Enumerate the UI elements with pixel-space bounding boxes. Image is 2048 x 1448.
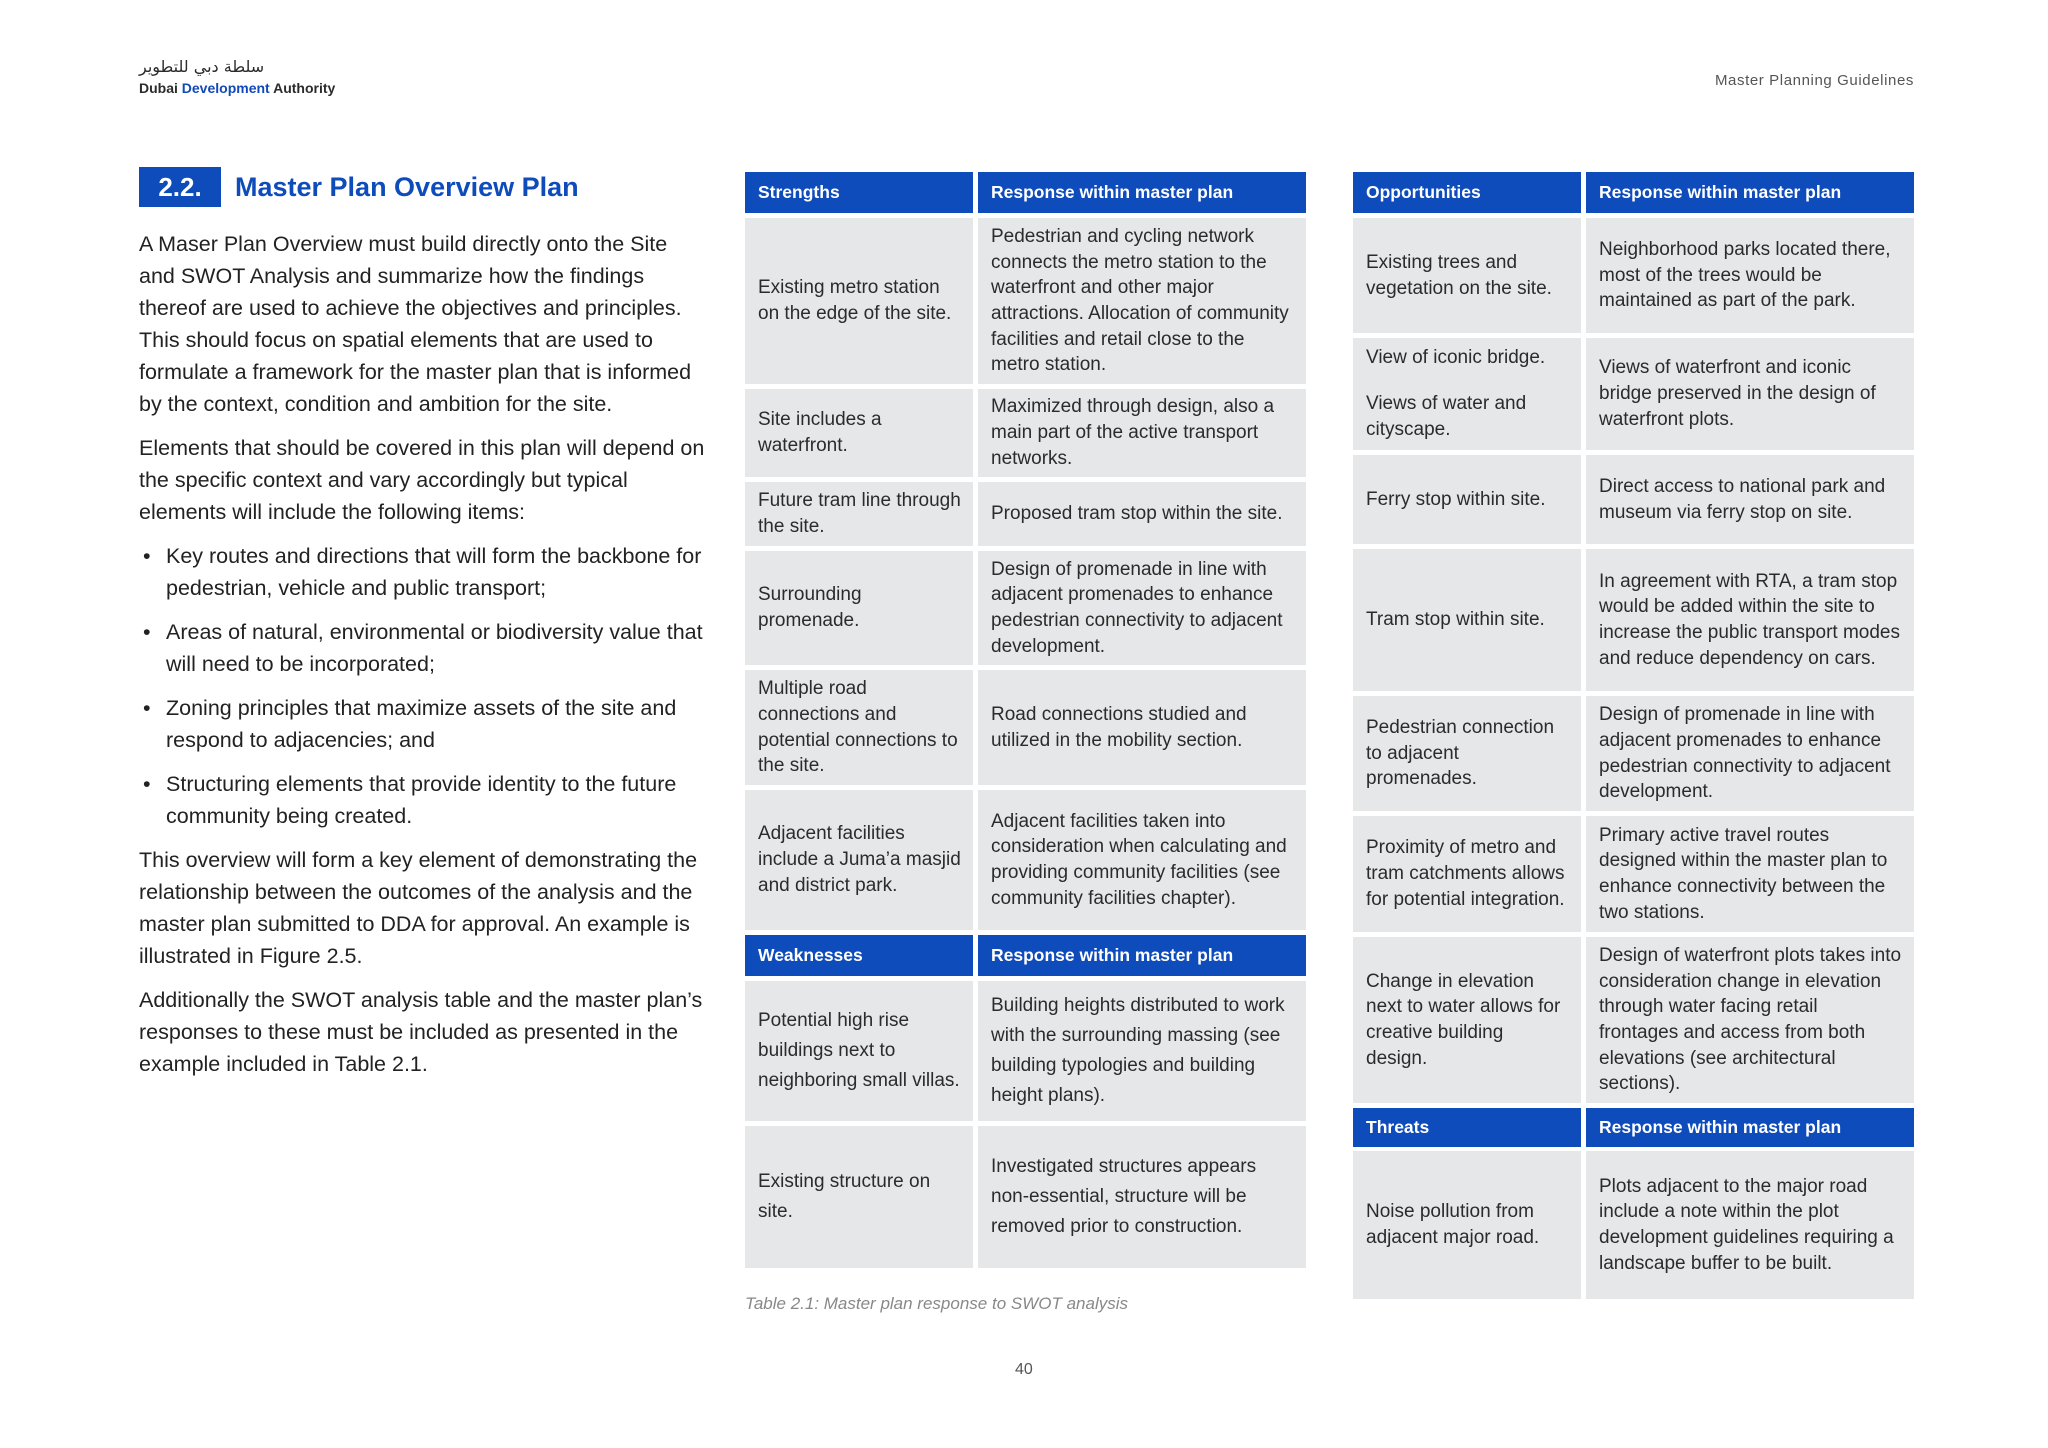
swot-item-cell: Adjacent facilities include a Juma’a masjid and district park.: [745, 790, 973, 930]
table-row: [1353, 338, 1919, 450]
bullet-icon: •: [143, 620, 151, 644]
swot-item-cell: Change in elevation next to water allows for creative building design.: [1353, 937, 1581, 1103]
header-cell: Threats: [1353, 1108, 1581, 1147]
table-row: [1353, 549, 1919, 691]
table-header-weaknesses: [745, 935, 1311, 976]
response-cell: Investigated structures appears non-essential, structure will be removed prior to construction.: [978, 1126, 1306, 1268]
swot-table-left: [745, 172, 1311, 1273]
swot-item-cell: Existing metro station on the edge of the site.: [745, 218, 973, 384]
response-cell: Direct access to national park and museum via ferry stop on site.: [1586, 455, 1914, 544]
response-cell: Adjacent facilities taken into consideration when calculating and providing community facilities (see community facilities chapter).: [978, 790, 1306, 930]
logo-english-text: Dubai Development Authority: [139, 80, 336, 96]
bullet-list: [139, 540, 705, 832]
section-heading: [139, 167, 579, 207]
swot-item-cell: Tram stop within site.: [1353, 549, 1581, 691]
response-cell: Building heights distributed to work with the surrounding massing (see building typologies and building height plans).: [978, 981, 1306, 1121]
header-cell: Response within master plan: [978, 172, 1306, 213]
header-cell: Response within master plan: [1586, 1108, 1914, 1147]
table-row: [1353, 1151, 1919, 1299]
bullet-icon: •: [143, 544, 151, 568]
table-row: [745, 981, 1311, 1121]
table-row: [745, 482, 1311, 546]
paragraph: Additionally the SWOT analysis table and the master plan’s responses to these must be included as presented in the example included in Table 2.1.: [139, 988, 703, 1076]
bullet-icon: •: [143, 772, 151, 796]
header-cell: Opportunities: [1353, 172, 1581, 213]
table-header-threats: [1353, 1108, 1919, 1147]
response-cell: Proposed tram stop within the site.: [978, 482, 1306, 546]
swot-item-cell: Pedestrian connection to adjacent promenades.: [1353, 696, 1581, 811]
table-row: [1353, 696, 1919, 811]
paragraph: Elements that should be covered in this plan will depend on the specific context and vary accordingly but typical elements will include the following items:: [139, 436, 705, 524]
table-row: [745, 670, 1311, 785]
section-title: Master Plan Overview Plan: [235, 171, 579, 202]
swot-item-cell: Site includes a waterfront.: [745, 389, 973, 477]
table-row: [745, 790, 1311, 930]
page-number: 40: [1015, 1361, 1033, 1378]
swot-item-cell: Noise pollution from adjacent major road.: [1353, 1151, 1581, 1299]
response-cell: Pedestrian and cycling network connects the metro station to the waterfront and other major attractions. Allocation of community facilities and retail close to the metro station.: [978, 218, 1306, 384]
table-row: [745, 551, 1311, 665]
table-row: [1353, 816, 1919, 932]
table-row: [1353, 937, 1919, 1103]
table-row: [745, 389, 1311, 477]
table-caption: Table 2.1: Master plan response to SWOT analysis: [745, 1294, 1128, 1313]
table-header-strengths: [745, 172, 1311, 213]
bullet-item: • Key routes and directions that will form the backbone for pedestrian, vehicle and public transport;: [139, 540, 705, 604]
table-row: [745, 218, 1311, 384]
table-row: [1353, 455, 1919, 544]
bullet-item: • Zoning principles that maximize assets of the site and respond to adjacencies; and: [139, 692, 705, 756]
bullet-item: • Structuring elements that provide identity to the future community being created.: [139, 768, 705, 832]
swot-item-cell: Existing structure on site.: [745, 1126, 973, 1268]
table-row: [745, 1126, 1311, 1268]
swot-item-cell: Multiple road connections and potential connections to the site.: [745, 670, 973, 785]
swot-item-cell: Existing trees and vegetation on the site.: [1353, 218, 1581, 333]
paragraph: This overview will form a key element of demonstrating the relationship between the outcomes of the analysis and the master plan submitted to DDA for approval. An example is illustrated in Figure 2.5.: [139, 848, 698, 968]
table-row: [1353, 218, 1919, 333]
dda-logo: [139, 58, 335, 96]
bullet-item: • Areas of natural, environmental or biodiversity value that will need to be incorporated;: [139, 616, 705, 680]
swot-item-cell: Surrounding promenade.: [745, 551, 973, 665]
header-cell: Strengths: [745, 172, 973, 213]
paragraph: A Maser Plan Overview must build directly onto the Site and SWOT Analysis and summarize how the findings thereof are used to achieve the objectives and principles. This should focus on spatial elements that are used to formulate a framework for the master plan that is informed by the context, condition and ambition for the site.: [139, 232, 692, 416]
response-cell: Road connections studied and utilized in the mobility section.: [978, 670, 1306, 785]
logo-arabic-text: سلطة دبي للتطوير: [139, 57, 265, 76]
response-cell: Design of waterfront plots takes into consideration change in elevation through water facing retail frontages and access from both elevations (see architectural sections).: [1586, 937, 1914, 1103]
body-text: [139, 228, 705, 1092]
bullet-icon: •: [143, 696, 151, 720]
header-cell: Response within master plan: [1586, 172, 1914, 213]
header-cell: Response within master plan: [978, 935, 1306, 976]
header-cell: Weaknesses: [745, 935, 973, 976]
response-cell: In agreement with RTA, a tram stop would be added within the site to increase the public transport modes and reduce dependency on cars.: [1586, 549, 1914, 691]
swot-item-cell: Proximity of metro and tram catchments allows for potential integration.: [1353, 816, 1581, 932]
response-cell: Design of promenade in line with adjacent promenades to enhance pedestrian connectivity to adjacent development.: [1586, 696, 1914, 811]
swot-item-cell: Potential high rise buildings next to neighboring small villas.: [745, 981, 973, 1121]
table-header-opportunities: [1353, 172, 1919, 213]
response-cell: Plots adjacent to the major road include a note within the plot development guidelines requiring a landscape buffer to be built.: [1586, 1151, 1914, 1299]
swot-item-cell: Ferry stop within site.: [1353, 455, 1581, 544]
response-cell: Maximized through design, also a main part of the active transport networks.: [978, 389, 1306, 477]
response-cell: Views of waterfront and iconic bridge preserved in the design of waterfront plots.: [1586, 338, 1914, 450]
document-title: Master Planning Guidelines: [1714, 72, 1914, 89]
swot-item-cell: View of iconic bridge. Views of water and cityscape.: [1353, 338, 1581, 450]
response-cell: Primary active travel routes designed within the master plan to enhance connectivity between the two stations.: [1586, 816, 1914, 932]
response-cell: Neighborhood parks located there, most of the trees would be maintained as part of the park.: [1586, 218, 1914, 333]
response-cell: Design of promenade in line with adjacent promenades to enhance pedestrian connectivity to adjacent development.: [978, 551, 1306, 665]
swot-item-cell: Future tram line through the site.: [745, 482, 973, 546]
swot-table-right: [1353, 172, 1919, 1304]
section-number: 2.2.: [139, 167, 221, 207]
